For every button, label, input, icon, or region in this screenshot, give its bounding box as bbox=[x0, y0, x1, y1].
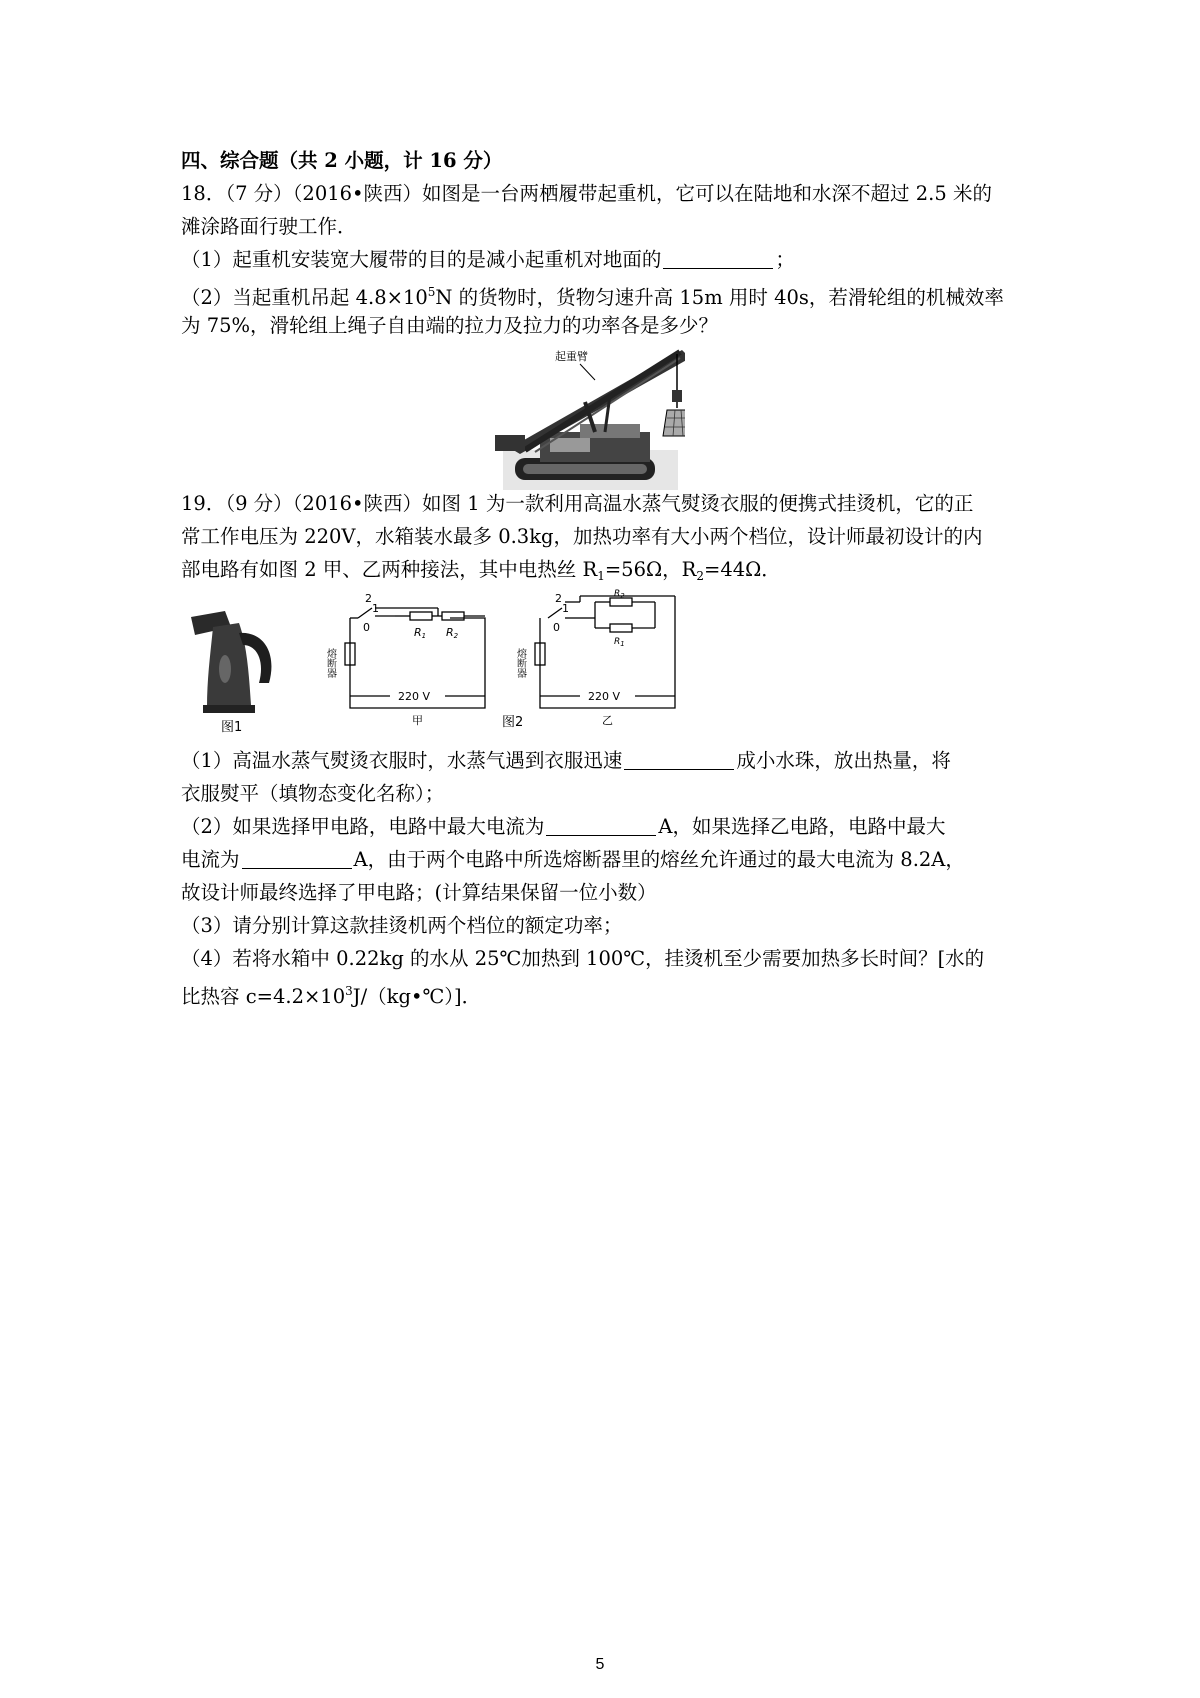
fig2-label: 图2 bbox=[502, 715, 524, 730]
q19-part2-line2-a: 电流为 bbox=[181, 848, 240, 871]
crane-figure bbox=[495, 340, 685, 490]
q19-part1-end: 成小水珠，放出热量，将 bbox=[736, 749, 951, 772]
answer-blank bbox=[663, 248, 773, 269]
q18-part1 bbox=[181, 243, 1031, 276]
exponent: 3 bbox=[345, 984, 353, 998]
subscript: 1 bbox=[597, 569, 605, 583]
exponent: 5 bbox=[427, 285, 436, 299]
q19-part2-line3: 故设计师最终选择了甲电路；(计算结果保留一位小数） bbox=[181, 881, 657, 904]
switch-contact-0: 0 bbox=[363, 621, 370, 634]
q18-line1: 18．（7 分）（2016•陕西）如图是一台两栖履带起重机，它可以在陆地和水深不超过 2.5 米的 bbox=[181, 182, 992, 205]
q19-line3-b: =56Ω，R bbox=[604, 558, 697, 581]
switch-contact-1: 1 bbox=[562, 602, 569, 615]
page-number: 5 bbox=[595, 1656, 605, 1673]
q18-part1-end: ； bbox=[775, 248, 795, 271]
q19-part2-mid: A，如果选择乙电路，电路中最大 bbox=[658, 815, 946, 838]
boom-label: 起重臂 bbox=[555, 350, 588, 363]
resistor-label-r1: R1 bbox=[414, 626, 427, 640]
resistor-label-r2: $R_2$ bbox=[614, 589, 625, 600]
q19-part2-text: （2）如果选择甲电路，电路中最大电流为 bbox=[181, 815, 545, 838]
answer-blank bbox=[546, 815, 656, 836]
switch-contact-1: 1 bbox=[372, 602, 379, 615]
q19-part3: （3）请分别计算这款挂烫机两个档位的额定功率； bbox=[181, 914, 623, 937]
q18-part2-line2: 为 75%，滑轮组上绳子自由端的拉力及拉力的功率各是多少？ bbox=[181, 314, 719, 337]
q18-part2-a: （2）当起重机吊起 4.8×10 bbox=[181, 286, 428, 309]
q18-part1-text: （1）起重机安装宽大履带的目的是减小起重机对地面的 bbox=[181, 248, 662, 271]
circuit-yi-label: 乙 bbox=[602, 714, 613, 727]
q19-part2 bbox=[181, 810, 1031, 843]
q19-part4: （4）若将水箱中 0.22kg 的水从 25℃加热到 100℃，挂烫机至少需要加热多长时间？[水的 bbox=[181, 947, 985, 970]
switch-contact-0: 0 bbox=[553, 621, 560, 634]
fig1-label: 图1 bbox=[221, 720, 243, 735]
q19-part4-line2-b: J/（kg•℃）]． bbox=[352, 985, 482, 1008]
voltage-label: 220 V bbox=[398, 690, 431, 703]
circuit-figure bbox=[320, 588, 700, 738]
q18-part2-b: N 的货物时，货物匀速升高 15m 用时 40s，若滑轮组的机械效率 bbox=[435, 286, 1004, 309]
steamer-figure bbox=[185, 605, 300, 735]
q19-part2-line2-b: A，由于两个电路中所选熔断器里的熔丝允许通过的最大电流为 8.2A， bbox=[353, 848, 965, 871]
section-heading: 四、综合题（共 2 小题，计 16 分） bbox=[181, 149, 503, 172]
resistor-label-r2: R2 bbox=[446, 626, 459, 640]
subscript: 2 bbox=[696, 569, 704, 583]
q19-line3-c: =44Ω． bbox=[703, 558, 781, 581]
switch-contact-2: 2 bbox=[555, 592, 562, 605]
q19-part4-line2 bbox=[181, 975, 1031, 1013]
q18-line2: 滩涂路面行驶工作． bbox=[181, 215, 357, 238]
q19-part2-line2 bbox=[181, 843, 1031, 876]
q19-line1: 19．（9 分）（2016•陕西）如图 1 为一款利用高温水蒸气熨烫衣服的便携式挂烫机，它的正 bbox=[181, 492, 974, 515]
answer-blank bbox=[242, 848, 352, 869]
resistor-label-r1: $R_1$ bbox=[614, 637, 625, 648]
circuit-jia-label: 甲 bbox=[412, 714, 423, 727]
q19-part4-line2-a: 比热容 c=4.2×10 bbox=[181, 985, 346, 1008]
q19-part1-line2: 衣服熨平（填物态变化名称）； bbox=[181, 782, 445, 805]
q19-part1 bbox=[181, 744, 1031, 777]
switch-contact-2: 2 bbox=[365, 592, 372, 605]
answer-blank bbox=[624, 749, 734, 770]
q19-line3 bbox=[181, 553, 1031, 593]
q19-part1-text: （1）高温水蒸气熨烫衣服时，水蒸气遇到衣服迅速 bbox=[181, 749, 623, 772]
fuse-label: 熔断器 bbox=[514, 648, 526, 678]
voltage-label: 220 V bbox=[588, 690, 621, 703]
q19-line3-a: 部电路有如图 2 甲、乙两种接法，其中电热丝 R bbox=[181, 558, 598, 581]
q19-line2: 常工作电压为 220V，水箱装水最多 0.3kg，加热功率有大小两个档位，设计师最初设计的内 bbox=[181, 525, 983, 548]
fuse-label: 熔断器 bbox=[324, 648, 336, 678]
